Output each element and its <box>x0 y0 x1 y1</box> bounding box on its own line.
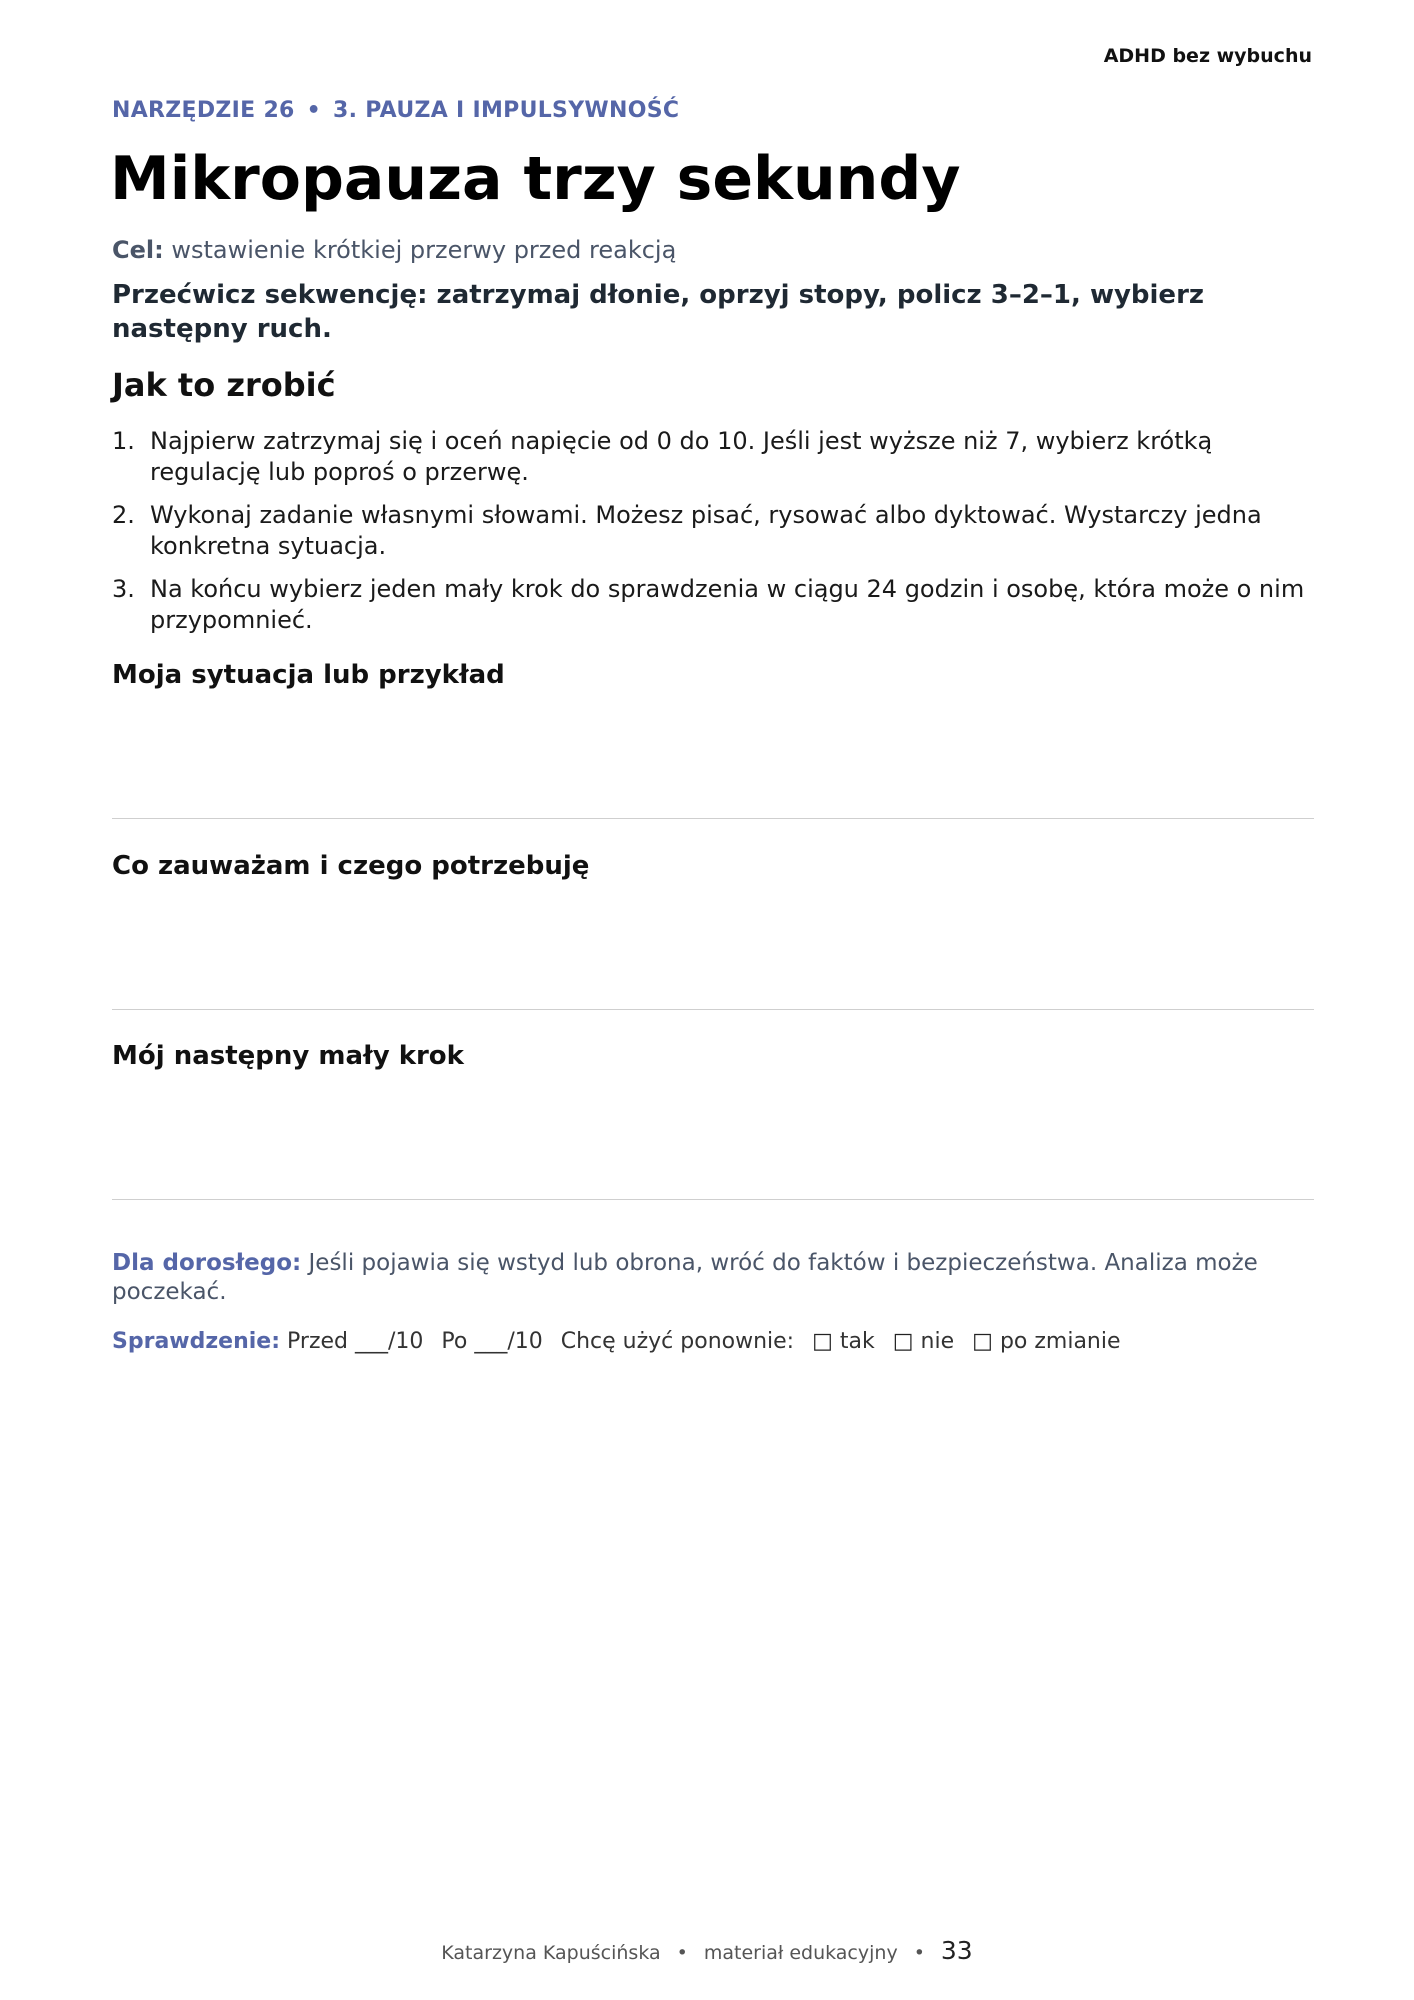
running-header: ADHD bez wybuchu <box>1103 45 1312 67</box>
goal-label: Cel: <box>112 236 164 264</box>
list-item <box>112 500 1312 562</box>
option-nie: nie <box>920 1329 955 1354</box>
page-footer <box>0 1936 1414 1965</box>
situation-label: Moja sytuacja lub przykład <box>112 660 505 690</box>
instruction-text: Przećwicz sekwencję: zatrzymaj dłonie, oprzyj stopy, policz 3–2–1, wybierz następny ruch. <box>112 280 1205 344</box>
how-to-heading: Jak to zrobić <box>112 366 336 404</box>
step-number: 1. <box>112 427 135 455</box>
adult-note-label: Dla dorosłego: <box>112 1250 302 1276</box>
reuse-question: Chcę użyć ponownie: <box>560 1329 795 1354</box>
needs-section <box>112 851 1314 1010</box>
step-text: Najpierw zatrzymaj się i oceń napięcie od 0 do 10. Jeśli jest wyższe niż 7, wybierz krótką regulację lub poproś o przerwę. <box>150 427 1213 486</box>
step-number: 2. <box>112 501 135 529</box>
step-text: Wykonaj zadanie własnymi słowami. Możesz pisać, rysować albo dyktować. Wystarczy jedna konkretna sytuacja. <box>150 501 1262 560</box>
list-item <box>112 426 1312 488</box>
footer-separator: • <box>676 1942 688 1964</box>
adult-note <box>112 1249 1322 1307</box>
divider <box>112 818 1314 819</box>
after-rating[interactable]: Po ___/10 <box>441 1329 543 1354</box>
checkbox-nie[interactable]: □ <box>892 1329 914 1354</box>
next-step-section <box>112 1041 1314 1200</box>
check-label: Sprawdzenie: <box>112 1329 281 1354</box>
situation-section <box>112 660 1314 819</box>
section-name: 3. PAUZA I IMPULSYWNOŚĆ <box>333 98 680 123</box>
steps-list <box>112 426 1312 648</box>
check-line <box>112 1329 1121 1354</box>
kicker-separator: • <box>306 98 322 123</box>
situation-writing-area[interactable] <box>112 690 1314 818</box>
divider <box>112 1199 1314 1200</box>
needs-writing-area[interactable] <box>112 881 1314 1009</box>
needs-label: Co zauważam i czego potrzebuję <box>112 851 590 881</box>
checkbox-po-zmianie[interactable]: □ <box>972 1329 993 1354</box>
divider <box>112 1009 1314 1010</box>
goal-text: wstawienie krótkiej przerwy przed reakcją <box>171 236 677 264</box>
page-title: Mikropauza trzy sekundy <box>110 144 961 214</box>
next-step-label: Mój następny mały krok <box>112 1041 464 1071</box>
step-number: 3. <box>112 575 135 603</box>
page-number: 33 <box>940 1936 973 1965</box>
tool-number: NARZĘDZIE 26 <box>112 98 295 123</box>
option-po-zmianie: po zmianie <box>999 1329 1121 1354</box>
adult-note-text: Jeśli pojawia się wstyd lub obrona, wróć do faktów i bezpieczeństwa. Analiza może poczekać. <box>112 1250 1258 1305</box>
list-item <box>112 574 1312 636</box>
step-text: Na końcu wybierz jeden mały krok do sprawdzenia w ciągu 24 godzin i osobę, która może o nim przypomnieć. <box>150 575 1305 634</box>
footer-author: Katarzyna Kapuścińska <box>441 1942 661 1964</box>
goal-line <box>112 236 676 264</box>
footer-type: materiał edukacyjny <box>703 1942 898 1964</box>
option-tak: tak <box>839 1329 875 1354</box>
before-rating[interactable]: Przed ___/10 <box>287 1329 424 1354</box>
tool-kicker <box>112 98 679 123</box>
checkbox-tak[interactable]: □ <box>812 1329 833 1354</box>
next-step-writing-area[interactable] <box>112 1071 1314 1199</box>
footer-separator: • <box>913 1942 925 1964</box>
